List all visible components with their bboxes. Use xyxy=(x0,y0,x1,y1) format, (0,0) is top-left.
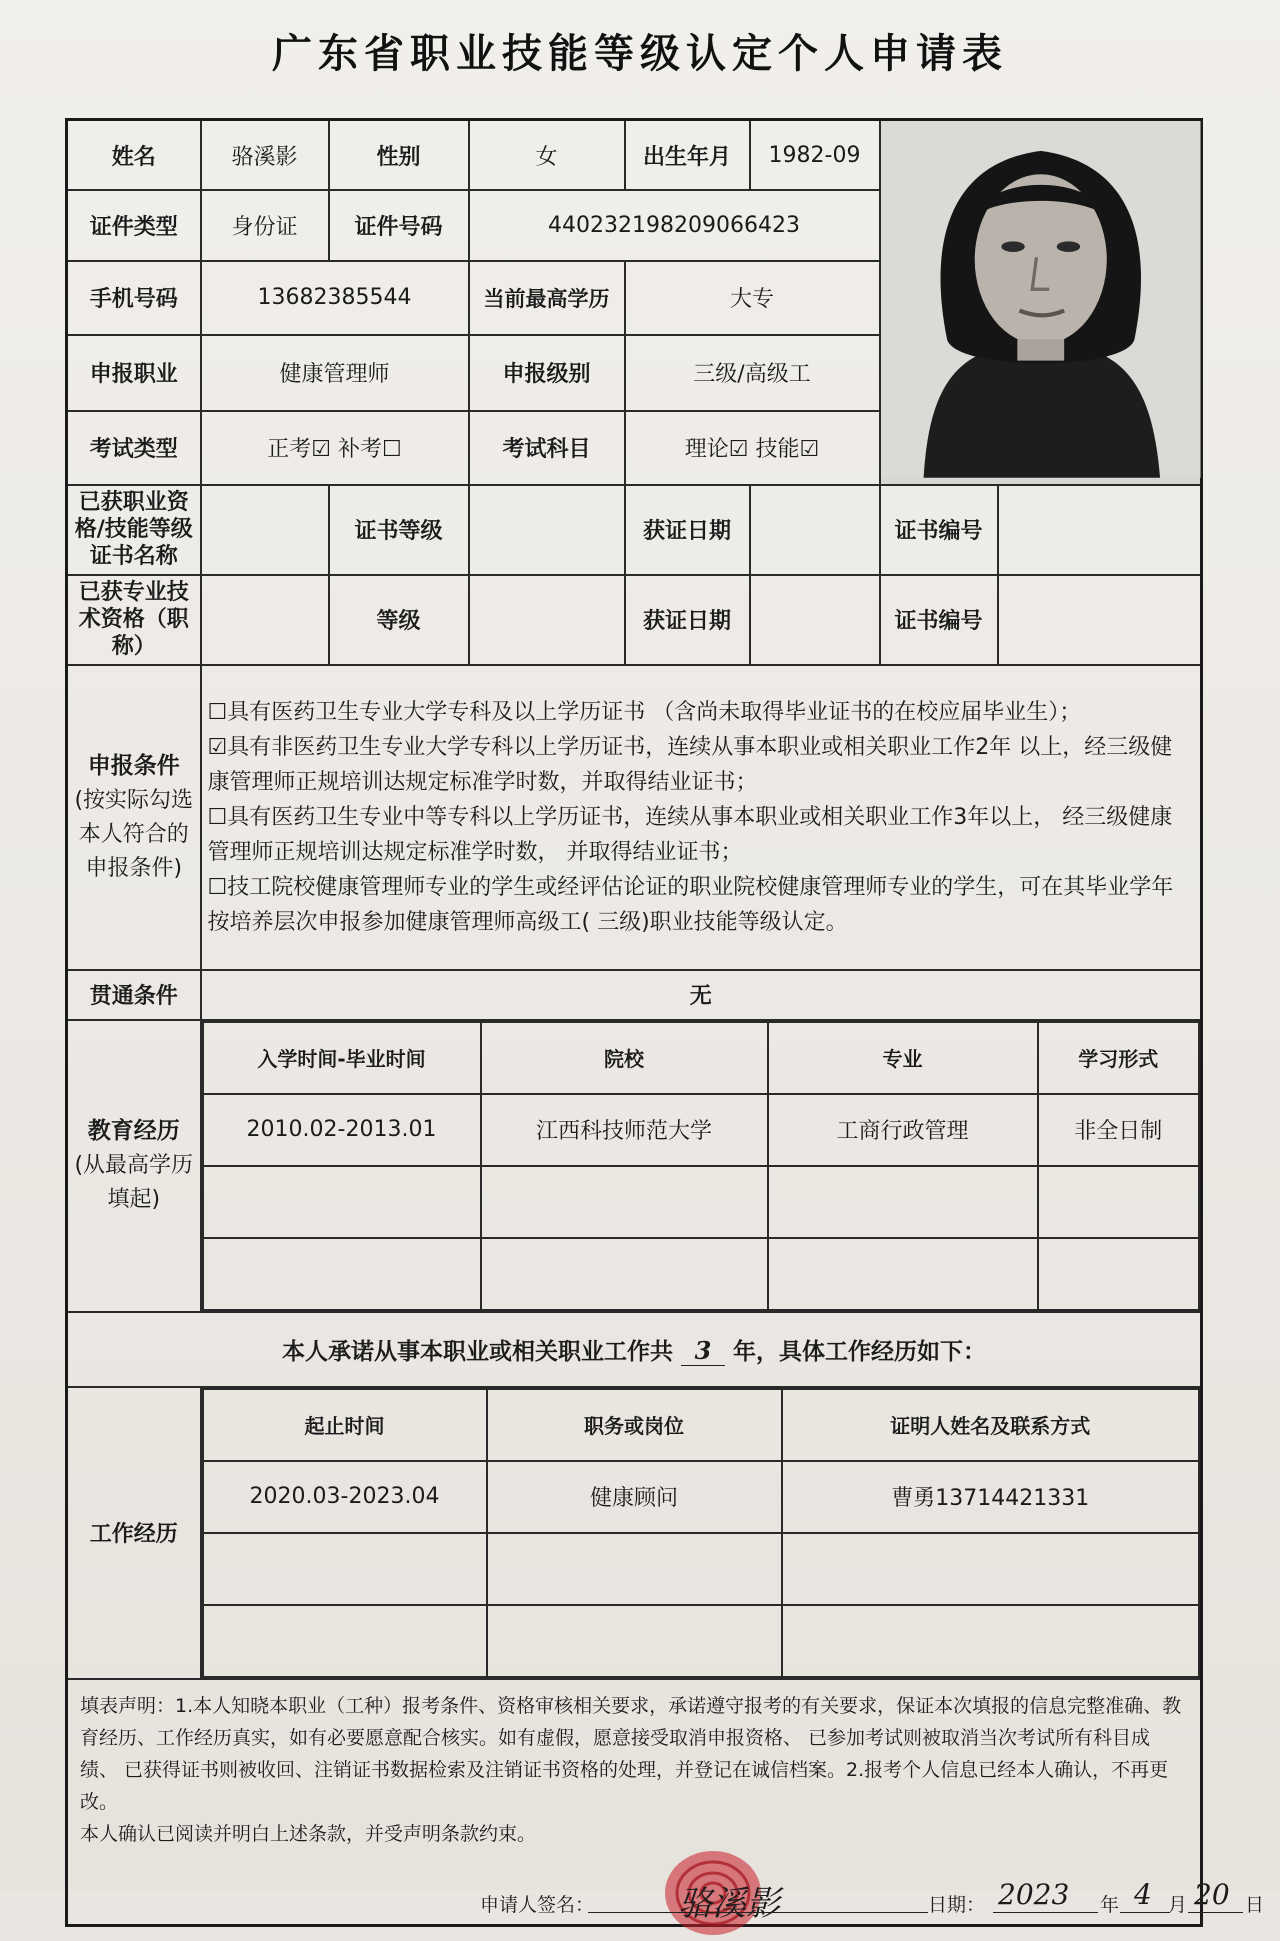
label-conditions-note: (按实际勾选本人符合的申报条件) xyxy=(74,787,194,881)
work-years: 3 xyxy=(681,1336,725,1366)
month-line xyxy=(1120,1912,1170,1913)
portrait-photo xyxy=(881,121,1201,478)
label-qual-cert: 已获职业资格/技能等级证书名称 xyxy=(67,485,201,575)
sign-year: 2023 xyxy=(998,1877,1070,1911)
date-label: 日期： xyxy=(928,1893,986,1916)
work-cell-period: 2020.03-2023.04 xyxy=(203,1461,487,1533)
label-issue-date: 获证日期 xyxy=(625,485,750,575)
work-header-position: 职务或岗位 xyxy=(487,1389,782,1461)
label-edu-note: (从最高学历填起) xyxy=(74,1153,194,1213)
statement-confirm: 本人确认已阅读并明白上述条款，并受声明条款约束。 xyxy=(80,1822,537,1845)
value-issue-date-2 xyxy=(750,575,880,665)
work-promise-before: 本人承诺从事本职业或相关职业工作共 xyxy=(281,1338,673,1365)
applicant-photo xyxy=(880,120,1202,485)
table-row xyxy=(203,1238,1200,1310)
day-line xyxy=(1188,1912,1243,1913)
year-line xyxy=(993,1912,1098,1913)
label-birth: 出生年月 xyxy=(625,120,750,191)
edu-header-school: 院校 xyxy=(481,1022,768,1094)
edu-header-period: 入学时间-毕业时间 xyxy=(203,1022,481,1094)
statement-section xyxy=(67,1679,1265,1926)
value-exam-subject: 理论☑ 技能☑ xyxy=(625,411,880,485)
work-cell-position: 健康顾问 xyxy=(487,1461,782,1533)
label-conditions: 申报条件 xyxy=(87,752,180,779)
label-prof-title: 已获专业技术资格（职称） xyxy=(67,575,201,665)
work-promise-after: 年，具体工作经历如下： xyxy=(733,1338,987,1365)
work-cell-reference: 曹勇13714421331 xyxy=(782,1461,1200,1533)
edu-label xyxy=(67,1020,201,1312)
condition-item-2: ☑具有非医药卫生专业大学专科以上学历证书，连续从事本职业或相关职业工作2年 以上，经三级健康管理师正规培训达规定标准学时数，并取得结业证书； xyxy=(207,734,1173,795)
label-cert-no: 证书编号 xyxy=(880,485,998,575)
value-birth: 1982-09 xyxy=(750,120,880,191)
label-id-no: 证件号码 xyxy=(329,190,469,261)
label-issue-date-2: 获证日期 xyxy=(625,575,750,665)
value-name: 骆溪影 xyxy=(201,120,329,191)
condition-item-4: ☐技工院校健康管理师专业的学生或经评估论证的职业院校健康管理师专业的学生，可在其毕业学年按培养层次申报参加健康管理师高级工( 三级)职业技能等级认定。 xyxy=(207,874,1174,935)
table-row xyxy=(203,1605,1200,1677)
value-id-type: 身份证 xyxy=(201,190,329,261)
value-exam-type: 正考☑ 补考☐ xyxy=(201,411,469,485)
value-qual-cert xyxy=(201,485,329,575)
table-row xyxy=(203,1094,1200,1166)
work-table xyxy=(202,1388,1201,1678)
label-occupation: 申报职业 xyxy=(67,335,201,411)
education-table xyxy=(202,1021,1201,1311)
table-row xyxy=(203,1533,1200,1605)
work-promise xyxy=(67,1312,1202,1387)
edu-cell-major: 工商行政管理 xyxy=(768,1094,1038,1166)
value-cert-no xyxy=(998,485,1202,575)
value-id-no: 440232198209066423 xyxy=(469,190,880,261)
education-section xyxy=(201,1020,1202,1312)
value-issue-date xyxy=(750,485,880,575)
label-work-history: 工作经历 xyxy=(67,1387,201,1679)
condition-item-1: ☐具有医药卫生专业大学专科及以上学历证书 （含尚未取得毕业证书的在校应届毕业生）； xyxy=(207,699,1082,725)
sign-day: 20 xyxy=(1194,1877,1230,1911)
label-id-type: 证件类型 xyxy=(67,190,201,261)
table-row xyxy=(203,1166,1200,1238)
application-table xyxy=(65,118,1265,1927)
month-unit: 月 xyxy=(1168,1893,1188,1916)
edu-cell-mode: 非全日制 xyxy=(1038,1094,1200,1166)
value-gender: 女 xyxy=(469,120,625,191)
value-cert-level xyxy=(469,485,625,575)
value-prof-title xyxy=(201,575,329,665)
label-cert-level: 证书等级 xyxy=(329,485,469,575)
value-occupation: 健康管理师 xyxy=(201,335,469,411)
label-through: 贯通条件 xyxy=(67,970,201,1020)
sign-month: 4 xyxy=(1134,1877,1152,1911)
edu-header-mode: 学习形式 xyxy=(1038,1022,1200,1094)
label-edu-history: 教育经历 xyxy=(87,1118,180,1145)
label-name: 姓名 xyxy=(67,120,201,191)
label-gender: 性别 xyxy=(329,120,469,191)
label-education: 当前最高学历 xyxy=(469,261,625,335)
value-phone: 13682385544 xyxy=(201,261,469,335)
signature-row xyxy=(68,1854,1265,1924)
edu-header-major: 专业 xyxy=(768,1022,1038,1094)
work-header-reference: 证明人姓名及联系方式 xyxy=(782,1389,1200,1461)
signature-label: 申请人签名： xyxy=(480,1893,595,1916)
declaration-text xyxy=(68,1680,1200,1854)
value-level: 三级/高级工 xyxy=(625,335,880,411)
value-grade xyxy=(469,575,625,665)
statement-body: 填表声明：1.本人知晓本职业（工种）报考条件、资格审核相关要求，承诺遵守报考的有关要求，保证本次填报的信息完整准确、教育经历、工作经历真实，如有必要愿意配合核实。如有虚假，愿意接受取消申报资格、 已参加考试则被取消当次考试所有科目成绩、 已获得证书则被收回、注销证书数据检索及注销证书资格的处理，并登记在诚信档案。2.报考个人信息已经本人确认，不再更改。 xyxy=(80,1694,1182,1813)
value-education: 大专 xyxy=(625,261,880,335)
work-section xyxy=(201,1387,1202,1679)
value-cert-no-2 xyxy=(998,575,1202,665)
table-row xyxy=(203,1461,1200,1533)
label-exam-type: 考试类型 xyxy=(67,411,201,485)
edu-cell-period: 2010.02-2013.01 xyxy=(203,1094,481,1166)
conditions-list xyxy=(201,665,1202,970)
label-grade: 等级 xyxy=(329,575,469,665)
label-phone: 手机号码 xyxy=(67,261,201,335)
condition-item-3: ☐具有医药卫生专业中等专科以上学历证书，连续从事本职业或相关职业工作3年以上， 经三级健康管理师正规培训达规定标准学时数， 并取得结业证书； xyxy=(207,804,1173,865)
work-header-period: 起止时间 xyxy=(203,1389,487,1461)
label-exam-subject: 考试科目 xyxy=(469,411,625,485)
edu-cell-school: 江西科技师范大学 xyxy=(481,1094,768,1166)
signature: 骆溪影 xyxy=(678,1883,780,1924)
label-cert-no-2: 证书编号 xyxy=(880,575,998,665)
day-unit: 日 xyxy=(1245,1893,1265,1916)
label-level: 申报级别 xyxy=(469,335,625,411)
value-through: 无 xyxy=(201,970,1202,1020)
year-unit: 年 xyxy=(1100,1893,1120,1916)
page-title: 广东省职业技能等级认定个人申请表 xyxy=(272,30,1008,77)
signature-line xyxy=(588,1912,928,1913)
conditions-label xyxy=(67,665,201,970)
